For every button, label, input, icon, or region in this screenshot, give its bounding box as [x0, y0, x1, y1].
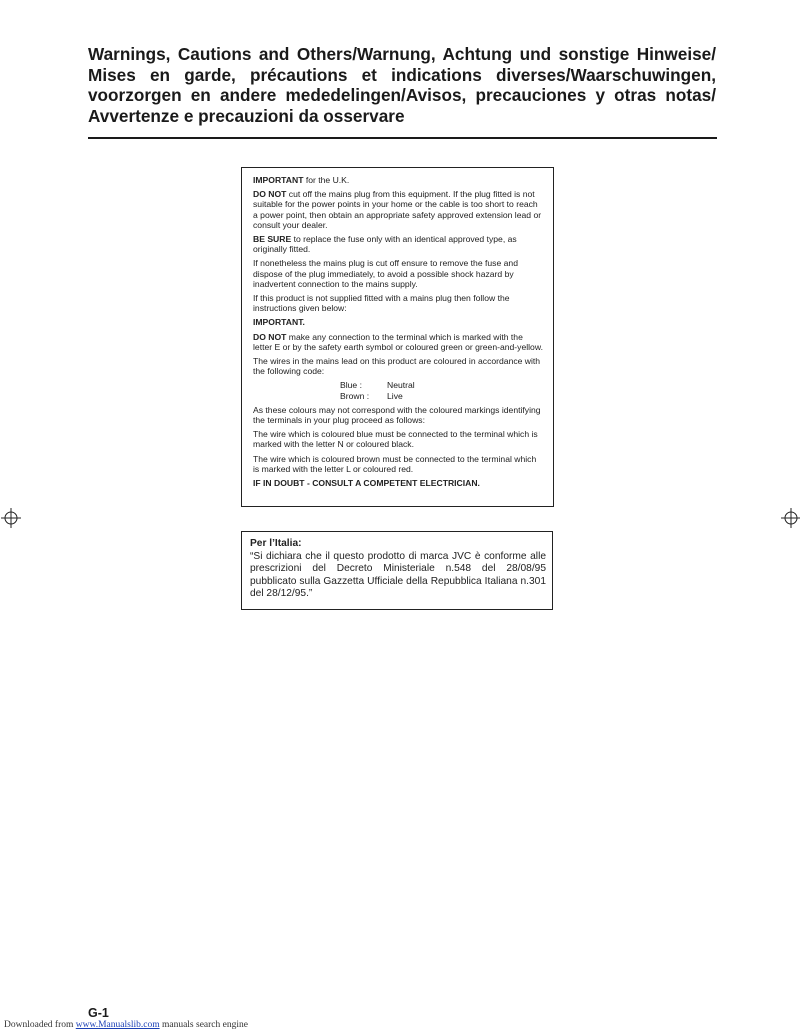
- title-divider: [88, 137, 717, 139]
- uk-subheading: IMPORTANT.: [253, 317, 305, 328]
- italy-heading: Per l’Italia:: [250, 538, 302, 549]
- manualslib-link[interactable]: www.Manualslib.com: [75, 1020, 160, 1030]
- title-line: Warnings, Cautions and Others/Warnung, Achtung und sonstige Hinweise/: [88, 44, 716, 64]
- uk-paragraph: If nonetheless the mains plug is cut off ensure to remove the fuse and dispose of the plug immediately, to avoid a possible shock hazard by inadvertent connection to the mains supply.: [253, 258, 518, 289]
- colour-code-table: [340, 380, 415, 400]
- uk-paragraph: DO NOT make any connection to the terminal which is marked with the letter E or by the safety earth symbol or coloured green or green-and-yellow.: [253, 331, 543, 352]
- registration-mark-icon: [1, 508, 21, 528]
- colour-value: Live: [387, 390, 403, 401]
- uk-paragraph: BE SURE to replace the fuse only with an identical approved type, as originally fitted.: [253, 234, 517, 255]
- uk-paragraph: As these colours may not correspond with the coloured markings identifying the terminals in your plug proceed as follows:: [253, 404, 541, 426]
- colour-code-row: [340, 380, 415, 390]
- title-line: Avvertenze e precauzioni da osservare: [88, 105, 405, 126]
- colour-code-row: [340, 391, 415, 401]
- uk-final-warning: IF IN DOUBT - CONSULT A COMPETENT ELECTRICIAN.: [253, 478, 480, 489]
- uk-paragraph: The wire which is coloured brown must be connected to the terminal which is marked with the letter L or coloured red.: [253, 453, 537, 474]
- title-line: voorzorgen en andere mededelingen/Avisos, precauciones y otras notas/: [88, 85, 716, 105]
- uk-paragraph: If this product is not supplied fitted with a mains plug then follow the instructions given below:: [253, 293, 510, 314]
- registration-mark-icon: [781, 508, 800, 528]
- uk-safety-notice: [241, 167, 554, 507]
- uk-paragraph: The wire which is coloured blue must be connected to the terminal which is marked with the letter N or coloured black.: [253, 429, 538, 450]
- italy-notice: [241, 531, 553, 610]
- page-title: [88, 44, 716, 126]
- download-footer: [4, 1020, 248, 1030]
- footer-suffix: manuals search engine: [159, 1020, 248, 1030]
- uk-paragraph: The wires in the mains lead on this product are coloured in accordance with the following code:: [253, 356, 541, 377]
- uk-paragraph: DO NOT cut off the mains plug from this equipment. If the plug fitted is not suitable for the power points in your home or the cable is too short to reach a power point, then obtain an appropriate safety approved extension lead or consult your dealer.: [253, 189, 542, 230]
- italy-body: “Si dichiara che il questo prodotto di marca JVC è conforme alle prescrizioni del Decreto Ministeriale n.548 del 28/08/95 pubblicato sulla Gazzetta Ufficiale della Repubblica Italiana n.301 del 28/12/95.”: [250, 550, 546, 600]
- colour-value: Neutral: [387, 380, 415, 391]
- page-number: G-1: [88, 1006, 109, 1020]
- colour-key: Brown :: [340, 390, 370, 401]
- uk-heading: IMPORTANT for the U.K.: [253, 175, 350, 185]
- colour-key: Blue :: [340, 380, 362, 391]
- title-line: Mises en garde, précautions et indications diverses/Waarschuwingen,: [88, 64, 716, 85]
- footer-prefix: Downloaded from: [4, 1020, 76, 1030]
